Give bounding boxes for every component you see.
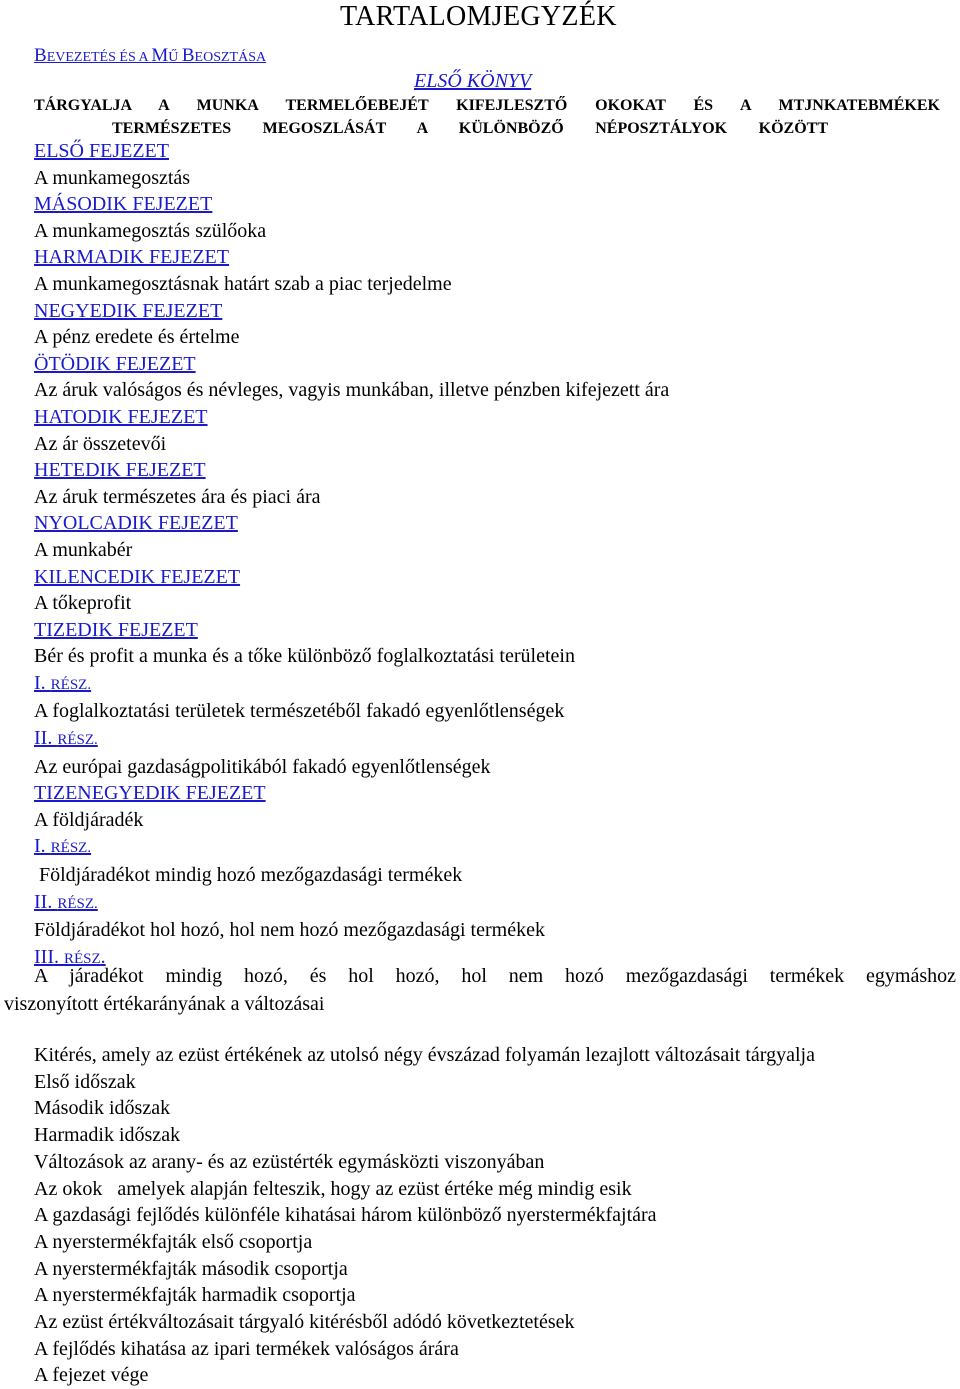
toc-chapter-link[interactable]: MÁSODIK FEJEZET [34,193,213,216]
toc-chapter-link[interactable]: NYOLCADIK FEJEZET [34,512,238,535]
intro-initial-b2: B [181,45,195,66]
toc-chapter-title: A tőkeprofit [34,592,132,615]
excursus-entry: A fejezet vége [34,1364,149,1387]
toc-entry-line-1: A járadékot mindig hozó, és hol hozó, hol nem hozó mezőgazdasági termékek egymáshoz [34,965,956,987]
excursus-entry: A fejlődés kihatása az ipari termékek valóságos árára [34,1337,459,1360]
part-number: I. [34,671,51,694]
toc-link-first-book[interactable]: ELSŐ KÖNYV [414,70,532,92]
toc-chapter-title: Az áruk valóságos és névleges, vagyis munkában, illetve pénzben kifejezett ára [34,379,670,402]
intro-part-evezetes: EVEZETÉS ÉS A [46,50,152,65]
toc-chapter-title: A munkamegosztásnak határt szab a piac terjedelme [34,272,452,295]
excursus-entry: Második időszak [34,1097,171,1120]
part-word: RÉSZ. [50,676,92,693]
toc-chapter-link[interactable]: HETEDIK FEJEZET [34,459,206,482]
toc-chapter-link[interactable]: ELSŐ FEJEZET [34,140,169,162]
part-word: RÉSZ [63,950,101,967]
toc-list [34,138,956,972]
part-word: RÉSZ. [57,895,98,912]
toc-chapter-link[interactable]: HARMADIK FEJEZET [34,246,229,269]
toc-chapter-title: A munkamegosztás [34,166,191,189]
part-word: RÉSZ. [50,840,92,857]
excursus-list [34,1042,954,1389]
toc-chapter-title: Földjáradékot hol hozó, hol nem hozó mezőgazdasági termékek [34,919,545,942]
excursus-entry: Az okok amelyek alapján felteszik, hogy az ezüst értéke még mindig esik [34,1177,632,1200]
excursus-entry: Az ezüst értékváltozásait tárgyaló kitérésből adódó következtetések [34,1311,575,1334]
excursus-entry: Kitérés, amely az ezüst értékének az utolsó négy évszázad folyamán lezajlott változásait tárgyalja [34,1044,815,1066]
toc-chapter-link[interactable]: ÖTÖDIK FEJEZET [34,352,196,375]
book-subtitle-line-2: TERMÉSZETES MEGOSZLÁSÁT A KÜLÖNBÖZŐ NÉPOSZTÁLYOK KÖZÖTT [112,120,828,137]
toc-chapter-title: A munkabér [34,538,133,561]
toc-part-link[interactable] [34,725,956,754]
toc-entry-rent-value-changes [4,962,956,1018]
toc-chapter-title: A foglalkoztatási területek természetéből fakadó egyenlőtlenségek [34,700,565,723]
toc-chapter-title: Az európai gazdaságpolitikából fakadó egyenlőtlenségek [34,755,491,778]
toc-part-link[interactable] [34,670,956,699]
intro-part-eosztasa: EOSZTÁSA [194,50,267,65]
part-number: II. [34,727,58,750]
excursus-entry: A nyerstermékfajták harmadik csoportja [34,1284,356,1307]
intro-part-u: Ű [168,50,182,65]
toc-chapter-link[interactable]: KILENCEDIK FEJEZET [34,565,241,588]
toc-part-link[interactable] [34,833,956,862]
toc-chapter-title: A munkamegosztás szülőoka [34,219,267,242]
excursus-entry: Első időszak [34,1070,136,1093]
toc-part-link[interactable] [34,889,956,918]
excursus-entry: A nyerstermékfajták első csoportja [34,1230,313,1253]
excursus-entry: Változások az arany- és az ezüstérték egymásközti viszonyában [34,1150,545,1173]
intro-initial-b: B [34,45,47,66]
toc-chapter-title: Földjáradékot mindig hozó mezőgazdasági termékek [34,864,463,887]
excursus-entry: Harmadik időszak [34,1124,181,1147]
book-subtitle-line-1: TÁRGYALJA A MUNKA TERMELŐEBEJÉT KIFEJLESZTŐ OKOKAT ÉS A MTJNKATEBMÉKEK [34,97,940,114]
toc-entry-line-2: viszonyított értékarányának a változásai [4,993,325,1015]
toc-chapter-link[interactable]: TIZENEGYEDIK FEJEZET [34,782,266,805]
toc-chapter-link[interactable]: NEGYEDIK FEJEZET [34,299,223,322]
excursus-entry: A gazdasági fejlődés különféle kihatásai három különböző nyerstermékfajtára [34,1204,657,1227]
toc-chapter-title: Az ár összetevői [34,432,167,455]
page-title: TARTALOMJEGYZÉK [340,1,617,32]
book-subtitle [34,94,940,140]
excursus-entry: A nyerstermékfajták második csoportja [34,1257,348,1280]
toc-chapter-link[interactable]: HATODIK FEJEZET [34,405,208,428]
toc-chapter-title: A földjáradék [34,808,144,831]
toc-chapter-title: Bér és profit a munka és a tőke különböző foglalkoztatási területein [34,645,575,668]
toc-chapter-link[interactable]: TIZEDIK FEJEZET [34,618,198,641]
part-tail: . [100,945,106,968]
part-number: I. [34,835,51,858]
toc-link-introduction[interactable] [34,44,266,69]
part-number: II. [34,890,58,913]
intro-initial-m: M [151,45,169,66]
part-number: III. [34,945,64,968]
toc-chapter-title: Az áruk természetes ára és piaci ára [34,485,321,508]
toc-chapter-title: A pénz eredete és értelme [34,326,240,349]
part-word: RÉSZ. [57,732,98,749]
